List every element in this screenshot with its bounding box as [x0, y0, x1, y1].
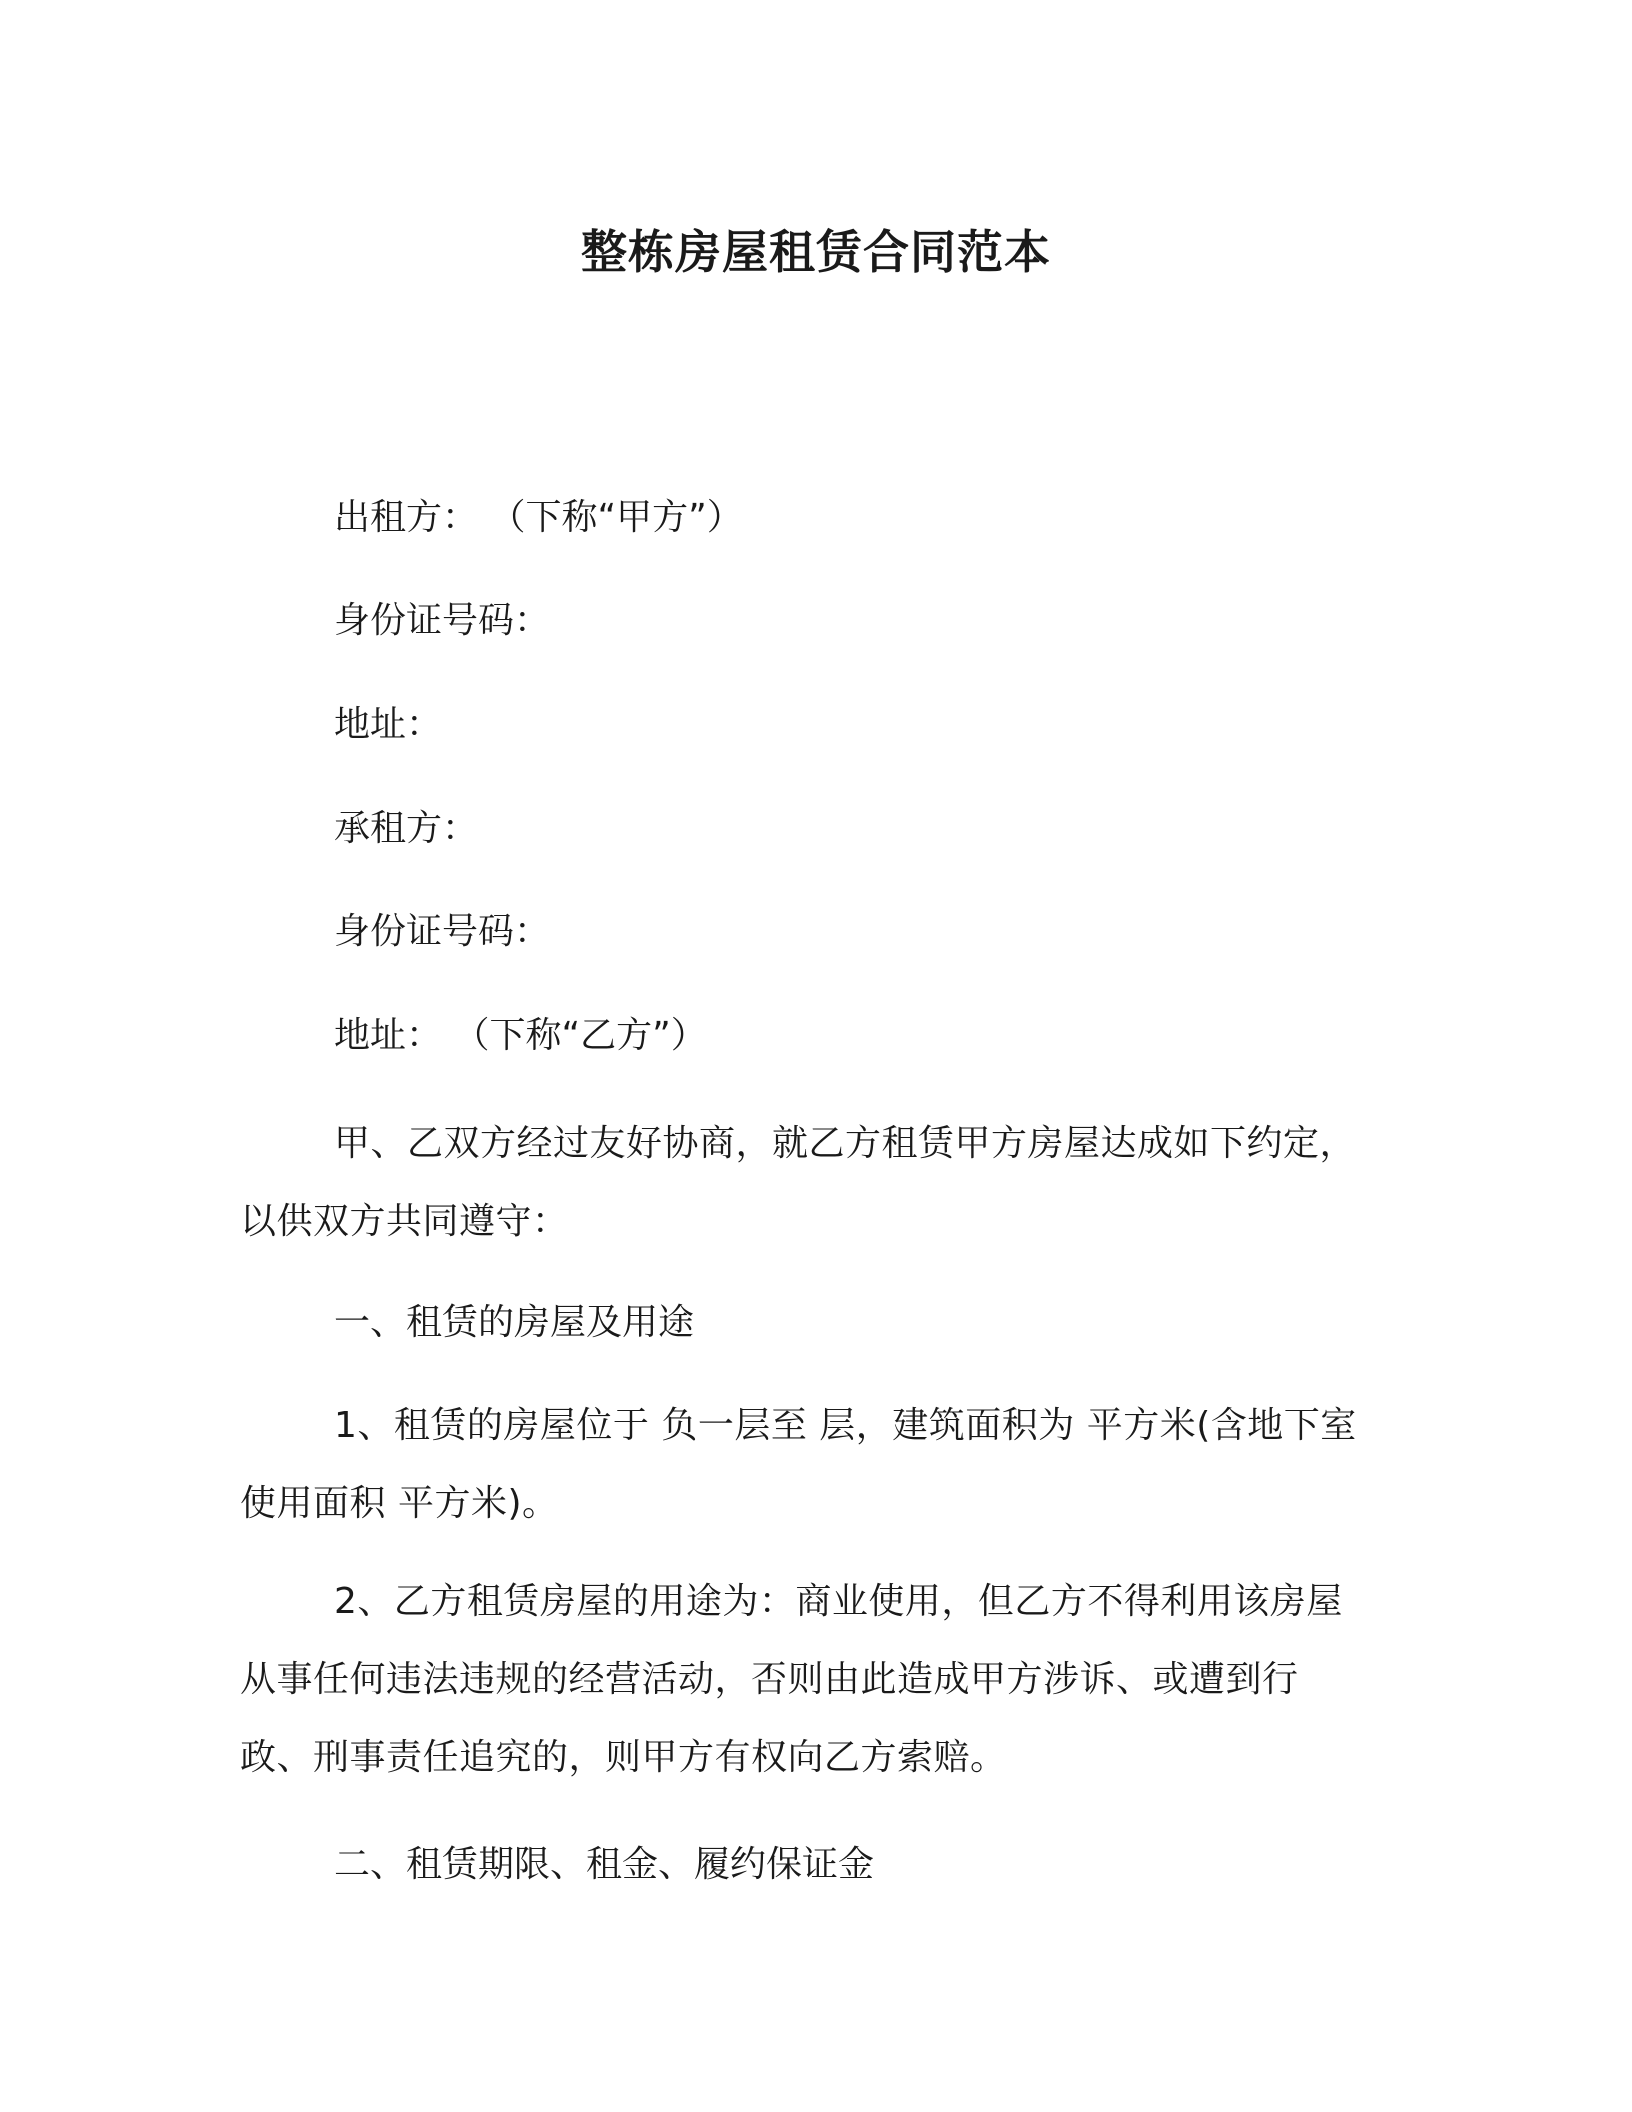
section1-item1: 1、租赁的房屋位于 负一层至 层，建筑面积为 平方米(含地下室使用面积 平方米)。 [240, 1405, 1357, 1524]
lessee-id-line: 身份证号码： [334, 911, 551, 952]
preamble-paragraph: 甲、乙双方经过友好协商，就乙方租赁甲方房屋达成如下约定，以供双方共同遵守： [240, 1123, 1357, 1242]
lessor-line: 出租方： （下称“甲方”） [334, 497, 743, 538]
section2-heading: 二、租赁期限、租金、履约保证金 [334, 1844, 875, 1885]
lessee-line: 承租方： [334, 808, 479, 849]
document-title: 整栋房屋租赁合同范本 [581, 225, 1051, 279]
lessee-address-line: 地址： （下称“乙方”） [334, 1015, 707, 1056]
lessor-id-line: 身份证号码： [334, 600, 551, 641]
section1-item2: 2、乙方租赁房屋的用途为：商业使用，但乙方不得利用该房屋从事任何违法违规的经营活动，否则由此造成甲方涉诉、或遭到行政、刑事责任追究的，则甲方有权向乙方索赔。 [240, 1581, 1343, 1778]
section1-heading: 一、租赁的房屋及用途 [334, 1302, 695, 1343]
lessor-address-line: 地址： [334, 704, 443, 745]
